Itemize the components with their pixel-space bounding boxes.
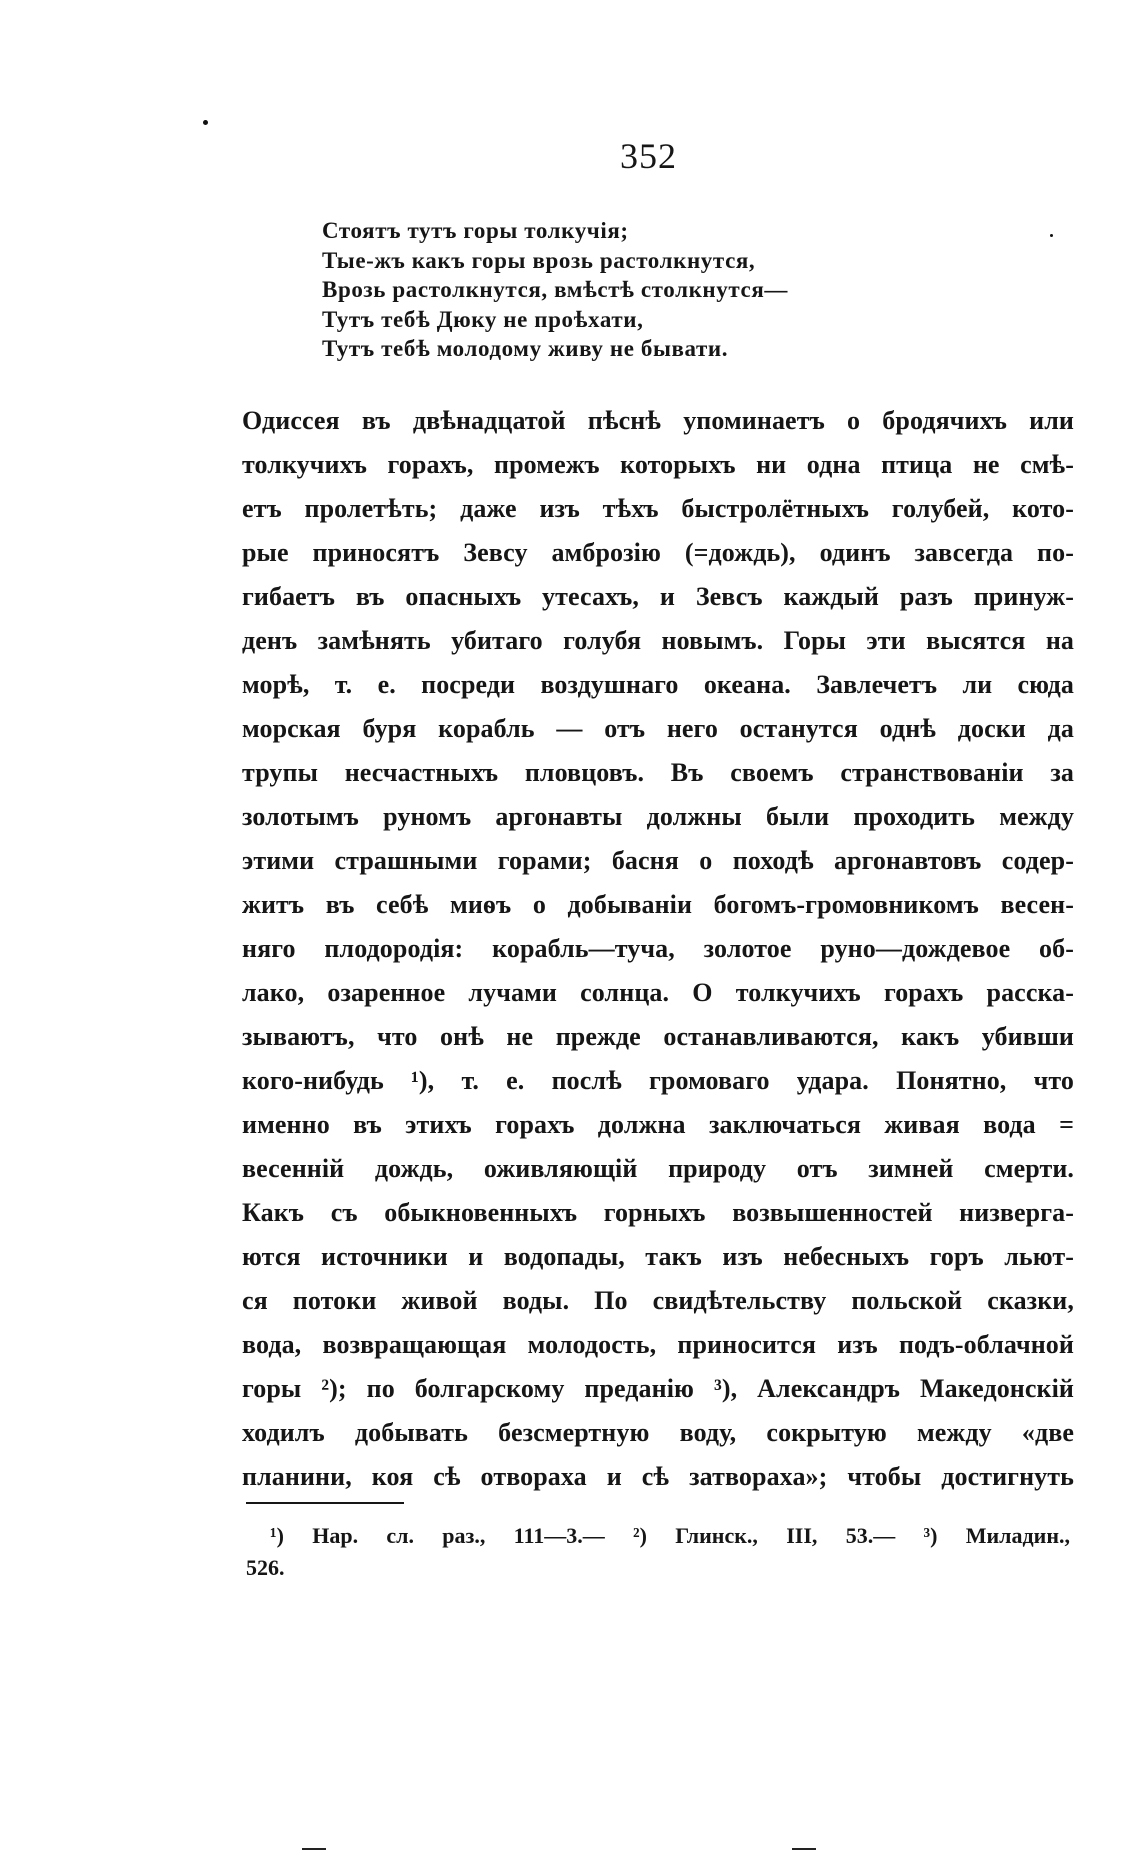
paragraph-line: гибаетъ въ опасныхъ утесахъ, и Зевсъ каждый разъ принуж- (242, 582, 1074, 611)
paragraph-line: денъ замѣнять убитаго голубя новымъ. Горы эти высятся на (242, 626, 1074, 655)
verse-line: Врозь растолкнутся, вмѣстѣ столкнутся— (322, 277, 789, 302)
page-number: 352 (620, 136, 677, 176)
bottom-edge-mark (792, 1848, 816, 1850)
footnote-line: ¹) Нар. сл. раз., 111—3.— ²) Глинск., III, 53.— ³) Миладин., (270, 1523, 1070, 1548)
paragraph-line: рые приносятъ Зевсу амброзію (=дождь), одинъ завсегда по- (242, 538, 1074, 567)
paragraph-line: толкучихъ горахъ, промежъ которыхъ ни одна птица не смѣ- (242, 450, 1074, 479)
footnote-divider (246, 1502, 404, 1504)
paragraph-line: трупы несчастныхъ пловцовъ. Въ своемъ странствованіи за (242, 758, 1074, 787)
paragraph-line: вода, возвращающая молодость, приносится изъ подъ-облачной (242, 1330, 1074, 1359)
verse-line: Тутъ тебѣ молодому живу не бывати. (322, 336, 729, 361)
paragraph-line: житъ въ себѣ миѳъ о добываніи богомъ-громовникомъ весен- (242, 890, 1074, 919)
paragraph-line: планини, коя сѣ отвораха и сѣ затвораха»; чтобы достигнуть (242, 1462, 1074, 1491)
paragraph-line: весенній дождь, оживляющій природу отъ зимней смерти. (242, 1154, 1074, 1183)
main-paragraph (242, 399, 1074, 1499)
paragraph-line: морская буря корабль — отъ него останутся однѣ доски да (242, 714, 1074, 743)
paragraph-line: ются источники и водопады, такъ изъ небесныхъ горъ льют- (242, 1242, 1074, 1271)
verse-line: Стоятъ тутъ горы толкучія; (322, 218, 629, 243)
paragraph-line: Одиссея въ двѣнадцатой пѣснѣ упоминаетъ о бродячихъ или (242, 406, 1074, 435)
paragraph-line: зываютъ, что онѣ не прежде останавливаются, какъ убивши (242, 1022, 1074, 1051)
paragraph-line: етъ пролетѣть; даже изъ тѣхъ быстролётныхъ голубей, кото- (242, 494, 1074, 523)
speck-top-left (203, 120, 208, 125)
paragraph-line: Какъ съ обыкновенныхъ горныхъ возвышенностей низверга- (242, 1198, 1074, 1227)
paragraph-line: именно въ этихъ горахъ должна заключаться живая вода = (242, 1110, 1074, 1139)
paragraph-line: морѣ, т. е. посреди воздушнаго океана. Завлечетъ ли сюда (242, 670, 1074, 699)
footnotes (246, 1520, 1070, 1584)
paragraph-line: ходилъ добывать безсмертную воду, сокрытую между «две (242, 1418, 1074, 1447)
paragraph-line: горы ²); по болгарскому преданію ³), Александръ Македонскій (242, 1374, 1074, 1403)
paragraph-line: лако, озаренное лучами солнца. О толкучихъ горахъ расска- (242, 978, 1074, 1007)
verse-line: Тые-жъ какъ горы врозь растолкнутся, (322, 247, 756, 273)
verse-block (322, 216, 1062, 364)
paragraph-line: няго плодородія: корабль—туча, золотое руно—дождевое об- (242, 934, 1074, 963)
paragraph-line: этими страшными горами; басня о походѣ аргонавтовъ содер- (242, 846, 1074, 875)
paragraph-line: кого-нибудь ¹), т. е. послѣ громоваго удара. Понятно, что (242, 1066, 1074, 1095)
verse-line: Тутъ тебѣ Дюку не проѣхати, (322, 306, 644, 332)
paragraph-line: ся потоки живой воды. По свидѣтельству польской сказки, (242, 1286, 1074, 1315)
footnote-line: 526. (246, 1555, 285, 1580)
paragraph-line: золотымъ руномъ аргонавты должны были проходить между (242, 802, 1074, 831)
bottom-edge-mark (302, 1848, 326, 1850)
